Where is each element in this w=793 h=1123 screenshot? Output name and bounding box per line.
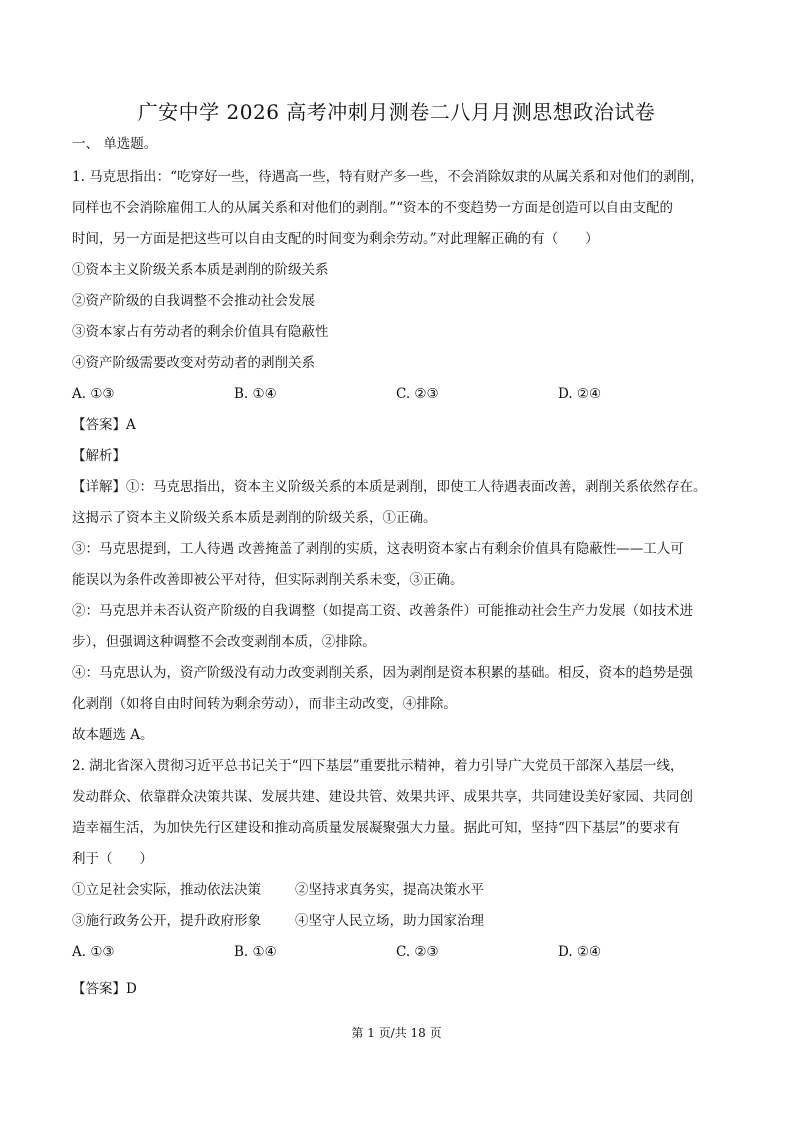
section-heading: 一、 单选题。 — [72, 136, 158, 152]
explanation-line: ④：马克思认为，资产阶级没有动力改变剥削关系，因为剥削是资本积累的基础。相反，资本的趋势是强 — [72, 665, 693, 681]
question-2-item: ②坚持求真务实，提高决策水平 — [295, 882, 484, 898]
question-2-answer: 【答案】D — [72, 981, 137, 997]
question-1-stem-line: 1. 马克思指出：“吃穿好一些，待遇高一些，特有财产多一些，不会消除奴隶的从属关系和对他们的剥削， — [72, 169, 704, 185]
question-2-item: ①立足社会实际，推动依法决策 — [72, 882, 261, 898]
explanation-line: 能误以为条件改善即被公平对待，但实际剥削关系未变，③正确。 — [72, 572, 464, 588]
question-2-stem-line: 发动群众、依靠群众决策共谋、发展共建、建设共管、效果共评、成果共享，共同建设美好家园、共同创 — [72, 789, 693, 805]
question-2-item: ③施行政务公开，提升政府形象 — [72, 913, 261, 929]
document-content — [72, 132, 726, 1005]
option-d: D. ②④ — [558, 386, 602, 402]
question-1-answer: 【答案】A — [72, 417, 136, 433]
question-2-item: ④坚守人民立场，助力国家治理 — [295, 913, 484, 929]
question-1-item: ①资本主义阶级关系本质是剥削的阶级关系 — [72, 262, 329, 278]
question-1-options — [72, 379, 726, 410]
question-2-stem-line: 利于（ ） — [72, 851, 153, 867]
question-1-item: ③资本家占有劳动者的剩余价值具有隐蔽性 — [72, 324, 329, 340]
question-2-options — [72, 937, 726, 968]
question-1-stem-line: 同样也不会消除雇佣工人的从属关系和对他们的剥削。”“资本的不变趋势一方面是创造可以自由支配的 — [72, 200, 674, 216]
option-d: D. ②④ — [558, 944, 602, 960]
explanation-line: 【详解】①：马克思指出，资本主义阶级关系的本质是剥削，即使工人待遇表面改善，剥削关系依然存在。 — [72, 479, 707, 495]
explanation-line: ②：马克思并未否认资产阶级的自我调整（如提高工资、改善条件）可能推动社会生产力发展（如技术进 — [72, 603, 693, 619]
question-2 — [72, 751, 726, 1005]
option-b: B. ①④ — [234, 386, 277, 402]
option-c: C. ②③ — [396, 386, 439, 402]
explanation-line: 这揭示了资本主义阶级关系本质是剥削的阶级关系，①正确。 — [72, 510, 437, 526]
option-c: C. ②③ — [396, 944, 439, 960]
question-2-stem-line: 2. 湖北省深入贯彻习近平总书记关于“四下基层”重要批示精神，着力引导广大党员干部深入基层一线， — [72, 758, 684, 774]
document-title: 广安中学 2026 高考冲刺月测卷二八月月测思想政治试卷 — [137, 100, 656, 124]
question-1 — [72, 162, 726, 751]
explanation-line: ③：马克思提到，工人待遇 改善掩盖了剥削的实质，这表明资本家占有剩余价值具有隐蔽性——工人可 — [72, 541, 684, 557]
question-2-stem-line: 造幸福生活，为加快先行区建设和推动高质量发展凝聚强大力量。据此可知，坚持“四下基层”的要求有 — [72, 820, 680, 836]
explanation-conclusion: 故本题选 A。 — [72, 727, 154, 743]
page-footer: 第 1 页/共 18 页 — [351, 1026, 442, 1040]
option-a: A. ①③ — [72, 386, 115, 402]
question-1-stem-line: 时间，另一方面是把这些可以自由支配的时间变为剩余劳动。”对此理解正确的有（ ） — [72, 231, 599, 247]
question-2-item-row — [72, 875, 726, 906]
question-1-analysis-heading: 【解析】 — [72, 448, 126, 464]
question-1-item: ④资产阶级需要改变对劳动者的剥削关系 — [72, 355, 315, 371]
explanation-line: 化剥削（如将自由时间转为剩余劳动），而非主动改变，④排除。 — [72, 696, 457, 712]
question-1-item: ②资产阶级的自我调整不会推动社会发展 — [72, 293, 315, 309]
option-b: B. ①④ — [234, 944, 277, 960]
explanation-line: 步），但强调这种调整不会改变剥削本质，②排除。 — [72, 634, 376, 650]
option-a: A. ①③ — [72, 944, 115, 960]
question-2-item-row — [72, 906, 726, 937]
